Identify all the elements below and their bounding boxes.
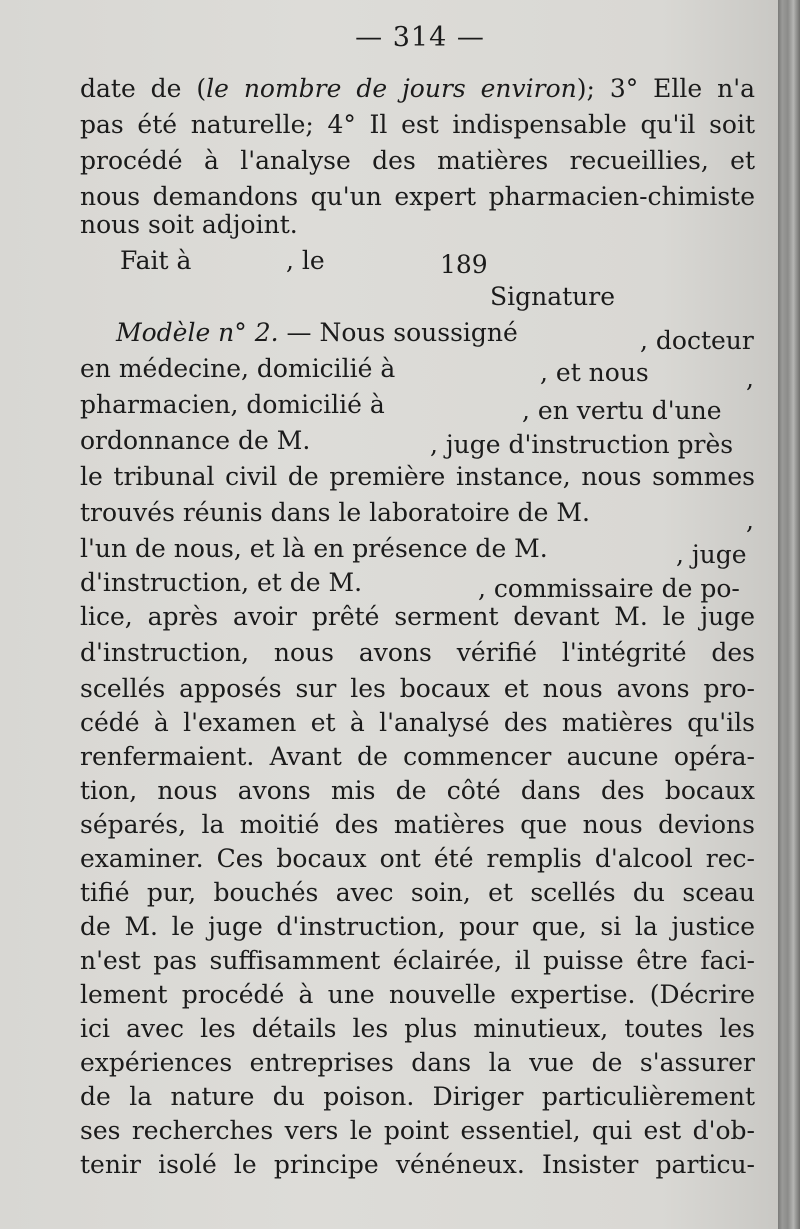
text-line-19: cédé à l'examen et à l'analysé des matières qu'ils (80, 708, 755, 737)
text-line-24: tifié pur, bouchés avec soin, et scellés du sceau (80, 878, 755, 907)
text-line-25: de M. le juge d'instruction, pour que, si la justice (80, 912, 755, 941)
text-segment: ); 3° Elle n'a (576, 74, 755, 103)
text-line-12: le tribunal civil de première instance, nous sommes (80, 462, 755, 491)
text-line-11b: , juge d'instruction près (430, 430, 734, 459)
text-line-14b: , juge (676, 540, 747, 569)
page-edge-shadow (778, 0, 800, 1229)
modele-end: , docteur (640, 326, 754, 355)
text-line-9c: , (746, 364, 754, 393)
text-line-15b: , commissaire de po- (478, 574, 740, 603)
text-line-1 (80, 72, 755, 106)
page-number: — 314 — (355, 22, 485, 53)
text-line-18: scellés apposés sur les bocaux et nous avons pro- (80, 674, 755, 703)
text-line-20: renfermaient. Avant de commencer aucune opéra- (80, 742, 755, 771)
text-line-10a: pharmacien, domicilié à (80, 390, 385, 419)
text-line-13b: , (746, 506, 754, 535)
fait-year: 189 (440, 250, 488, 279)
text-line-28: ici avec les détails les plus minutieux, toutes les (80, 1014, 755, 1043)
fait-le-label: , le (286, 246, 325, 275)
text-line-31: ses recherches vers le point essentiel, qui est d'ob- (80, 1116, 755, 1145)
italic-phrase: le nombre de jours environ (206, 74, 577, 103)
text-line-9b: , et nous (540, 358, 649, 387)
text-line-26: n'est pas suffisamment éclairée, il puisse être faci- (80, 946, 755, 975)
text-line-32: tenir isolé le principe vénéneux. Insister particu- (80, 1150, 755, 1179)
text-line-10b: , en vertu d'une (522, 396, 722, 425)
text-line-9a: en médecine, domicilié à (80, 354, 396, 383)
text-line-27: lement procédé à une nouvelle expertise. (Décrire (80, 980, 755, 1009)
text-line-14a: l'un de nous, et là en présence de M. (80, 534, 548, 563)
modele-heading-line (116, 316, 518, 350)
text-line-21: tion, nous avons mis de côté dans des bocaux (80, 776, 755, 805)
text-line-29: expériences entreprises dans la vue de s'assurer (80, 1048, 755, 1077)
text-line-16: lice, après avoir prêté serment devant M. le juge (80, 602, 755, 631)
fait-a-label: Fait à (120, 246, 192, 275)
text-line-11a: ordonnance de M. (80, 426, 311, 455)
text-line-4: nous demandons qu'un expert pharmacien-chimiste (80, 182, 755, 211)
signature-label: Signature (490, 282, 616, 311)
text-line-3: procédé à l'analyse des matières recueillies, et (80, 146, 755, 175)
modele-label: Modèle n° 2. (116, 318, 279, 347)
text-segment: date de ( (80, 74, 207, 103)
text-line-30: de la nature du poison. Diriger particulièrement (80, 1082, 755, 1111)
text-line-23: examiner. Ces bocaux ont été remplis d'alcool rec- (80, 844, 755, 873)
text-line-13a: trouvés réunis dans le laboratoire de M. (80, 498, 590, 527)
text-line-15a: d'instruction, et de M. (80, 568, 363, 597)
modele-text: — Nous soussigné (278, 318, 518, 347)
text-line-5: nous soit adjoint. (80, 210, 298, 239)
text-line-17: d'instruction, nous avons vérifié l'intégrité des (80, 638, 755, 667)
text-line-22: séparés, la moitié des matières que nous devions (80, 810, 755, 839)
text-line-2: pas été naturelle; 4° Il est indispensable qu'il soit (80, 110, 755, 139)
